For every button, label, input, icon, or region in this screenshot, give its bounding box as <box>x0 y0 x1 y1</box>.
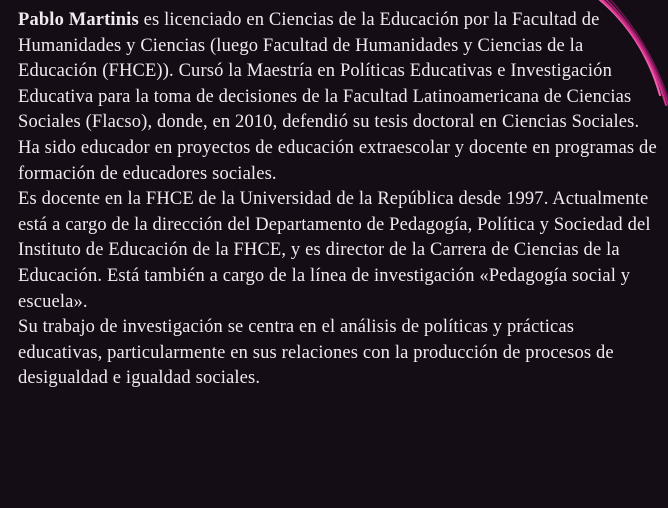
paragraph-4 <box>18 315 658 392</box>
paragraph-4-text: Su trabajo de investigación se centra en el análisis de políticas y prácticas educativas, particularmente en sus relaciones con la producción de procesos de desigualdad e igualdad sociales. <box>18 317 614 389</box>
biography-text-block <box>18 8 658 392</box>
paragraph-1 <box>18 8 658 136</box>
paragraph-3 <box>18 187 658 315</box>
paragraph-3-text: Es docente en la FHCE de la Universidad de la República desde 1997. Actualmente está a cargo de la dirección del Departamento de Pedagogía, Política y Sociedad del Instituto de Educación de la FHCE, y es director de la Carrera de Ciencias de la Educación. Está también a cargo de la línea de investigación «Pedagogía social y escuela». <box>18 189 651 312</box>
person-name: Pablo Martinis <box>18 10 139 30</box>
paragraph-2 <box>18 136 658 187</box>
paragraph-1-text: es licenciado en Ciencias de la Educación por la Facultad de Humanidades y Ciencias (luego Facultad de Humanidades y Ciencias de la Educación (FHCE)). Cursó la Maestría en Políticas Educativas e Investigación Educativa para la toma de decisiones de la Facultad Latinoamericana de Ciencias Sociales (Flacso), donde, en 2010, defendió su tesis doctoral en Ciencias Sociales. <box>18 10 640 133</box>
paragraph-2-text: Ha sido educador en proyectos de educación extraescolar y docente en programas de formación de educadores sociales. <box>18 137 657 184</box>
